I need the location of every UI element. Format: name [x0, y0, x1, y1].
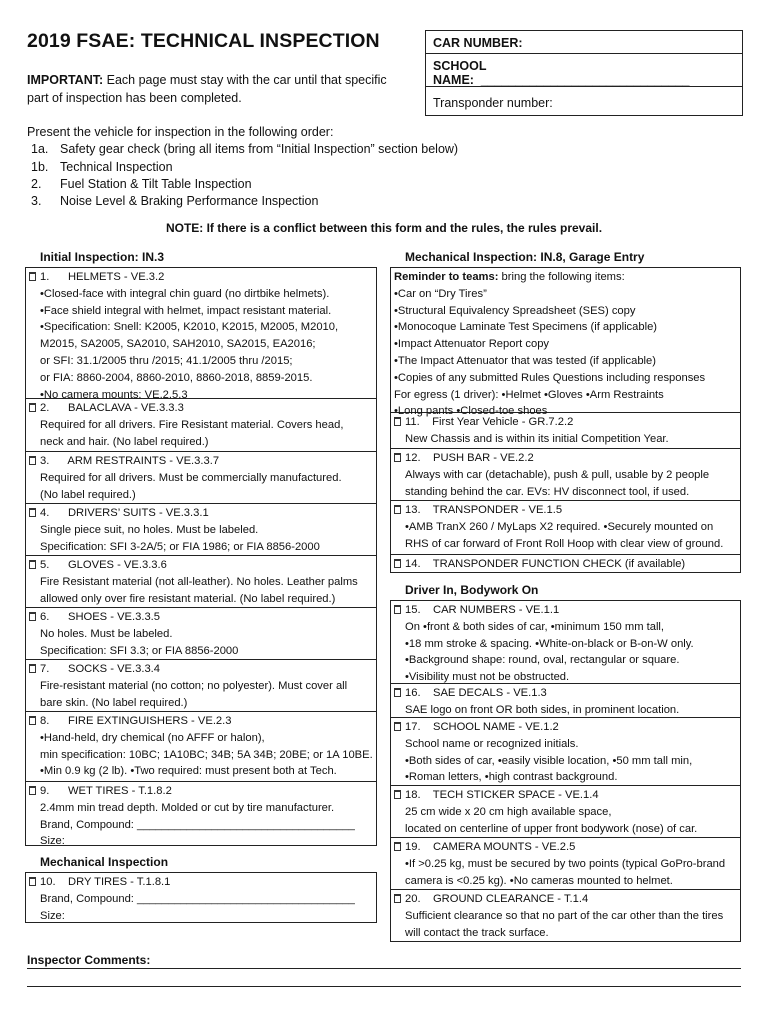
reminder-line: •Copies of any submitted Rules Questions including responses [394, 371, 706, 384]
checklist-item-line: Size: [40, 835, 65, 848]
checklist-item-line: RHS of car forward of Front Roll Hoop with clear view of ground. [405, 537, 724, 550]
inspection-step [27, 193, 458, 210]
checklist-item-line: Required for all drivers. Fire Resistant material. Covers head, [40, 418, 344, 431]
inspection-step-number: 1a. [31, 142, 49, 157]
transponder-label: Transponder number: [433, 96, 553, 110]
checklist-item-line: •Closed-face with integral chin guard (no dirtbike helmets). [40, 287, 330, 300]
checkbox[interactable] [29, 508, 36, 517]
checklist-item [391, 838, 740, 890]
checklist-item-header: 12. PUSH BAR - VE.2.2 [405, 452, 534, 464]
checklist-item-line: •AMB TranX 260 / MyLaps X2 required. •Securely mounted on [405, 520, 714, 533]
page-title: 2019 FSAE: TECHNICAL INSPECTION [27, 30, 380, 52]
checklist-item-line: SAE logo on front OR both sides, in prominent location. [405, 703, 680, 716]
checklist-item [26, 660, 376, 712]
checkbox[interactable] [394, 453, 401, 462]
inspection-step [27, 141, 458, 158]
transponder-field[interactable] [433, 96, 553, 110]
checklist-item-line: Sufficient clearance so that no part of the car other than the tires [405, 909, 724, 922]
checklist-item-line: •Hand-held, dry chemical (no AFFF or halon), [40, 731, 265, 744]
inspection-step-text: Safety gear check (bring all items from “Initial Inspection” section below) [60, 142, 459, 157]
checklist-item [391, 786, 740, 838]
checklist-item-line: 2.4mm min tread depth. Molded or cut by tire manufacturer. [40, 801, 335, 814]
inspection-step-text: Fuel Station & Tilt Table Inspection [60, 176, 252, 191]
inspection-step-number: 1b. [31, 159, 49, 174]
checklist-item-header: 7. SOCKS - VE.3.3.4 [40, 663, 161, 675]
checkbox[interactable] [29, 272, 36, 281]
checklist-item [26, 452, 376, 504]
checkbox[interactable] [394, 894, 401, 903]
driver-in-box [390, 600, 741, 942]
checklist-item-header: 19. CAMERA MOUNTS - VE.2.5 [405, 841, 576, 853]
reminder-line: •Monocoque Laminate Test Specimens (if applicable) [394, 321, 658, 334]
important-text: Each page must stay with the car until that specific part of inspection has been completed. [27, 73, 387, 105]
checkbox[interactable] [394, 417, 401, 426]
checklist-item-line: •18 mm stroke & spacing. •White-on-black or B-on-W only. [405, 637, 694, 650]
checklist-item-line: •Face shield integral with helmet, impact resistant material. [40, 304, 332, 317]
checklist-item-header: 6. SHOES - VE.3.3.5 [40, 611, 161, 623]
checklist-item-line: •Background shape: round, oval, rectangular or square. [405, 654, 680, 667]
checklist-item-line: Always with car (detachable), push & pull, usable by 2 people [405, 468, 710, 481]
school-name-blank: ______________________________ [480, 73, 690, 87]
reminder-line: •Impact Attenuator Report copy [394, 338, 550, 351]
school-name-label: SCHOOL NAME: [433, 59, 487, 87]
checklist-item-line: •Roman letters, •high contrast background. [405, 771, 618, 784]
checklist-item-header: 16. SAE DECALS - VE.1.3 [405, 687, 547, 699]
checkbox[interactable] [394, 842, 401, 851]
mechanical-inspection-heading-right: Mechanical Inspection: IN.8, Garage Entry [405, 250, 645, 264]
important-label: IMPORTANT: [27, 73, 104, 87]
inspection-step-number: 2. [31, 176, 42, 191]
checklist-item-header: 4. DRIVERS’ SUITS - VE.3.3.1 [40, 507, 209, 519]
reminder-line: •The Impact Attenuator that was tested (if applicable) [394, 354, 656, 367]
checklist-item-line: Specification: SFI 3.3; or FIA 8856-2000 [40, 644, 239, 657]
checklist-item-line: Required for all drivers. Must be commercially manufactured. [40, 471, 342, 484]
checklist-item-line: Fire Resistant material (not all-leather). No holes. Leather palms [40, 575, 358, 588]
checklist-item-line: Fire-resistant material (no cotton; no polyester). Must cover all [40, 679, 348, 692]
checklist-item-line: Size: [40, 909, 65, 922]
checklist-item-header: 20. GROUND CLEARANCE - T.1.4 [405, 893, 589, 905]
inspection-order-intro: Present the vehicle for inspection in the following order: [27, 125, 334, 139]
checkbox[interactable] [29, 403, 36, 412]
inspection-step-text: Noise Level & Braking Performance Inspection [60, 194, 319, 209]
inspection-step [27, 176, 458, 193]
checklist-item-header: 1. HELMETS - VE.3.2 [40, 271, 165, 283]
initial-inspection-box [25, 267, 377, 846]
checklist-item-header: 18. TECH STICKER SPACE - VE.1.4 [405, 789, 599, 801]
checkbox[interactable] [394, 605, 401, 614]
important-note [27, 71, 387, 107]
checklist-item-line: Brand, Compound: ___________________________________ [40, 892, 355, 905]
checklist-item-line: •If >0.25 kg, must be secured by two points (typical GoPro-brand [405, 857, 726, 870]
checkbox[interactable] [29, 716, 36, 725]
checklist-item-header: 15. CAR NUMBERS - VE.1.1 [405, 604, 560, 616]
checklist-item [26, 268, 376, 399]
checklist-item [391, 718, 740, 786]
checklist-item-line: min specification: 10BC; 1A10BC; 34B; 5A 34B; 20BE; or 1A 10BE. [40, 748, 373, 761]
checklist-item [26, 712, 376, 782]
checklist-item-header: 8. FIRE EXTINGUISHERS - VE.2.3 [40, 715, 232, 727]
comments-line-1[interactable] [27, 968, 741, 969]
checklist-item-line: •Min 0.9 kg (2 lb). •Two required: must present both at Tech. [40, 765, 337, 778]
checklist-item [391, 449, 740, 501]
inspection-step-number: 3. [31, 194, 42, 209]
comments-line-2[interactable] [27, 986, 741, 987]
checklist-item-line: standing behind the car. EVs: HV disconnect tool, if used. [405, 485, 690, 498]
checklist-item [391, 501, 740, 555]
checklist-item-header: 9. WET TIRES - T.1.8.2 [40, 785, 172, 797]
reminder-label: Reminder to teams: [394, 271, 499, 283]
checkbox[interactable] [29, 786, 36, 795]
checklist-item-line: neck and hair. (No label required.) [40, 435, 209, 448]
car-number-label: CAR NUMBER: [433, 36, 523, 50]
conflict-note: NOTE: If there is a conflict between this form and the rules, the rules prevail. [165, 221, 603, 235]
checklist-item-header: 3. ARM RESTRAINTS - VE.3.3.7 [40, 455, 220, 467]
checklist-item [391, 890, 740, 941]
mechanical-inspection-box-right [390, 267, 741, 573]
checkbox[interactable] [29, 456, 36, 465]
checklist-item-line: School name or recognized initials. [405, 737, 579, 750]
checkbox[interactable] [394, 722, 401, 731]
checklist-item-line: Brand, Compound: ___________________________________ [40, 818, 355, 831]
checklist-item-line: On •front & both sides of car, •minimum 150 mm tall, [405, 620, 665, 633]
checkbox[interactable] [29, 612, 36, 621]
checklist-item [391, 413, 740, 449]
checklist-item-line: bare skin. (No label required.) [40, 696, 188, 709]
inspection-step [27, 159, 458, 176]
checklist-item-header: 13. TRANSPONDER - VE.1.5 [405, 504, 563, 516]
school-name-field[interactable] [433, 59, 742, 87]
checklist-item-header: 14. TRANSPONDER FUNCTION CHECK (if available) [405, 558, 686, 570]
checklist-item [26, 504, 376, 556]
checklist-item [391, 684, 740, 718]
mechanical-inspection-box-left [25, 872, 377, 923]
reminder-label-rest: bring the following items: [498, 271, 625, 283]
checklist-item-line: allowed only over fire resistant material. (No label required.) [40, 592, 336, 605]
checklist-item-line: •Both sides of car, •easily visible location, •50 mm tall min, [405, 754, 693, 767]
checkbox[interactable] [394, 559, 401, 568]
driver-in-heading: Driver In, Bodywork On [405, 583, 539, 597]
checkbox[interactable] [394, 505, 401, 514]
checklist-item-line: •No camera mounts: VE.2.5.3 [40, 388, 188, 401]
reminder-line: For egress (1 driver): •Helmet •Gloves •Arm Restraints [394, 388, 664, 401]
inspection-step-text: Technical Inspection [60, 159, 173, 174]
checkbox[interactable] [29, 877, 36, 886]
checkbox[interactable] [394, 790, 401, 799]
checklist-item-line: or FIA: 8860-2004, 8860-2010, 8860-2018, 8859-2015. [40, 371, 313, 384]
checkbox[interactable] [29, 664, 36, 673]
checklist-item-line: located on centerline of upper front bodywork (nose) of car. [405, 822, 698, 835]
checklist-item-line: No holes. Must be labeled. [40, 627, 173, 640]
reminder-line: •Long pants •Closed-toe shoes [394, 405, 548, 418]
checklist-item-header: 17. SCHOOL NAME - VE.1.2 [405, 721, 559, 733]
checklist-item-line: camera is <0.25 kg). •No cameras mounted to helmet. [405, 874, 673, 887]
checklist-item-line: Single piece suit, no holes. Must be labeled. [40, 523, 259, 536]
inspector-comments-label: Inspector Comments: [27, 953, 151, 967]
initial-inspection-heading: Initial Inspection: IN.3 [40, 250, 165, 264]
reminder-to-teams [391, 268, 740, 418]
car-info-box [425, 30, 743, 116]
checklist-item-header: 2. BALACLAVA - VE.3.3.3 [40, 402, 184, 414]
checklist-item-line: (No label required.) [40, 488, 136, 501]
checklist-item-line: or SFI: 31.1/2005 thru /2015; 41.1/2005 thru /2015; [40, 354, 293, 367]
checkbox[interactable] [394, 688, 401, 697]
checklist-item-line: will contact the track surface. [405, 926, 549, 939]
reminder-line: •Car on “Dry Tires” [394, 287, 487, 300]
checklist-item-header: 11. First Year Vehicle - GR.7.2.2 [405, 416, 574, 428]
checklist-item-header: 10. DRY TIRES - T.1.8.1 [40, 876, 171, 888]
checklist-item [26, 608, 376, 660]
checklist-item-header: 5. GLOVES - VE.3.3.6 [40, 559, 167, 571]
car-number-field[interactable] [433, 36, 523, 50]
checklist-item [26, 399, 376, 452]
checklist-item [26, 873, 376, 923]
checklist-item-line: 25 cm wide x 20 cm high available space, [405, 805, 612, 818]
checklist-item [26, 556, 376, 608]
checklist-item [391, 555, 740, 573]
checklist-item-line: Specification: SFI 3-2A/5; or FIA 1986; or FIA 8856-2000 [40, 540, 320, 553]
mechanical-inspection-heading-left: Mechanical Inspection [40, 855, 169, 869]
checklist-item [391, 601, 740, 684]
checklist-item [26, 782, 376, 846]
inspection-order [27, 124, 458, 210]
checkbox[interactable] [29, 560, 36, 569]
checklist-item-line: New Chassis and is within its initial Competition Year. [405, 432, 669, 445]
reminder-line: •Structural Equivalency Spreadsheet (SES) copy [394, 304, 636, 317]
checklist-item-line: M2015, SA2005, SA2010, SAH2010, SA2015, EA2016; [40, 338, 316, 351]
checklist-item-line: •Specification: Snell: K2005, K2010, K2015, M2005, M2010, [40, 321, 339, 334]
checklist-item-line: •Visibility must not be obstructed. [405, 671, 570, 684]
